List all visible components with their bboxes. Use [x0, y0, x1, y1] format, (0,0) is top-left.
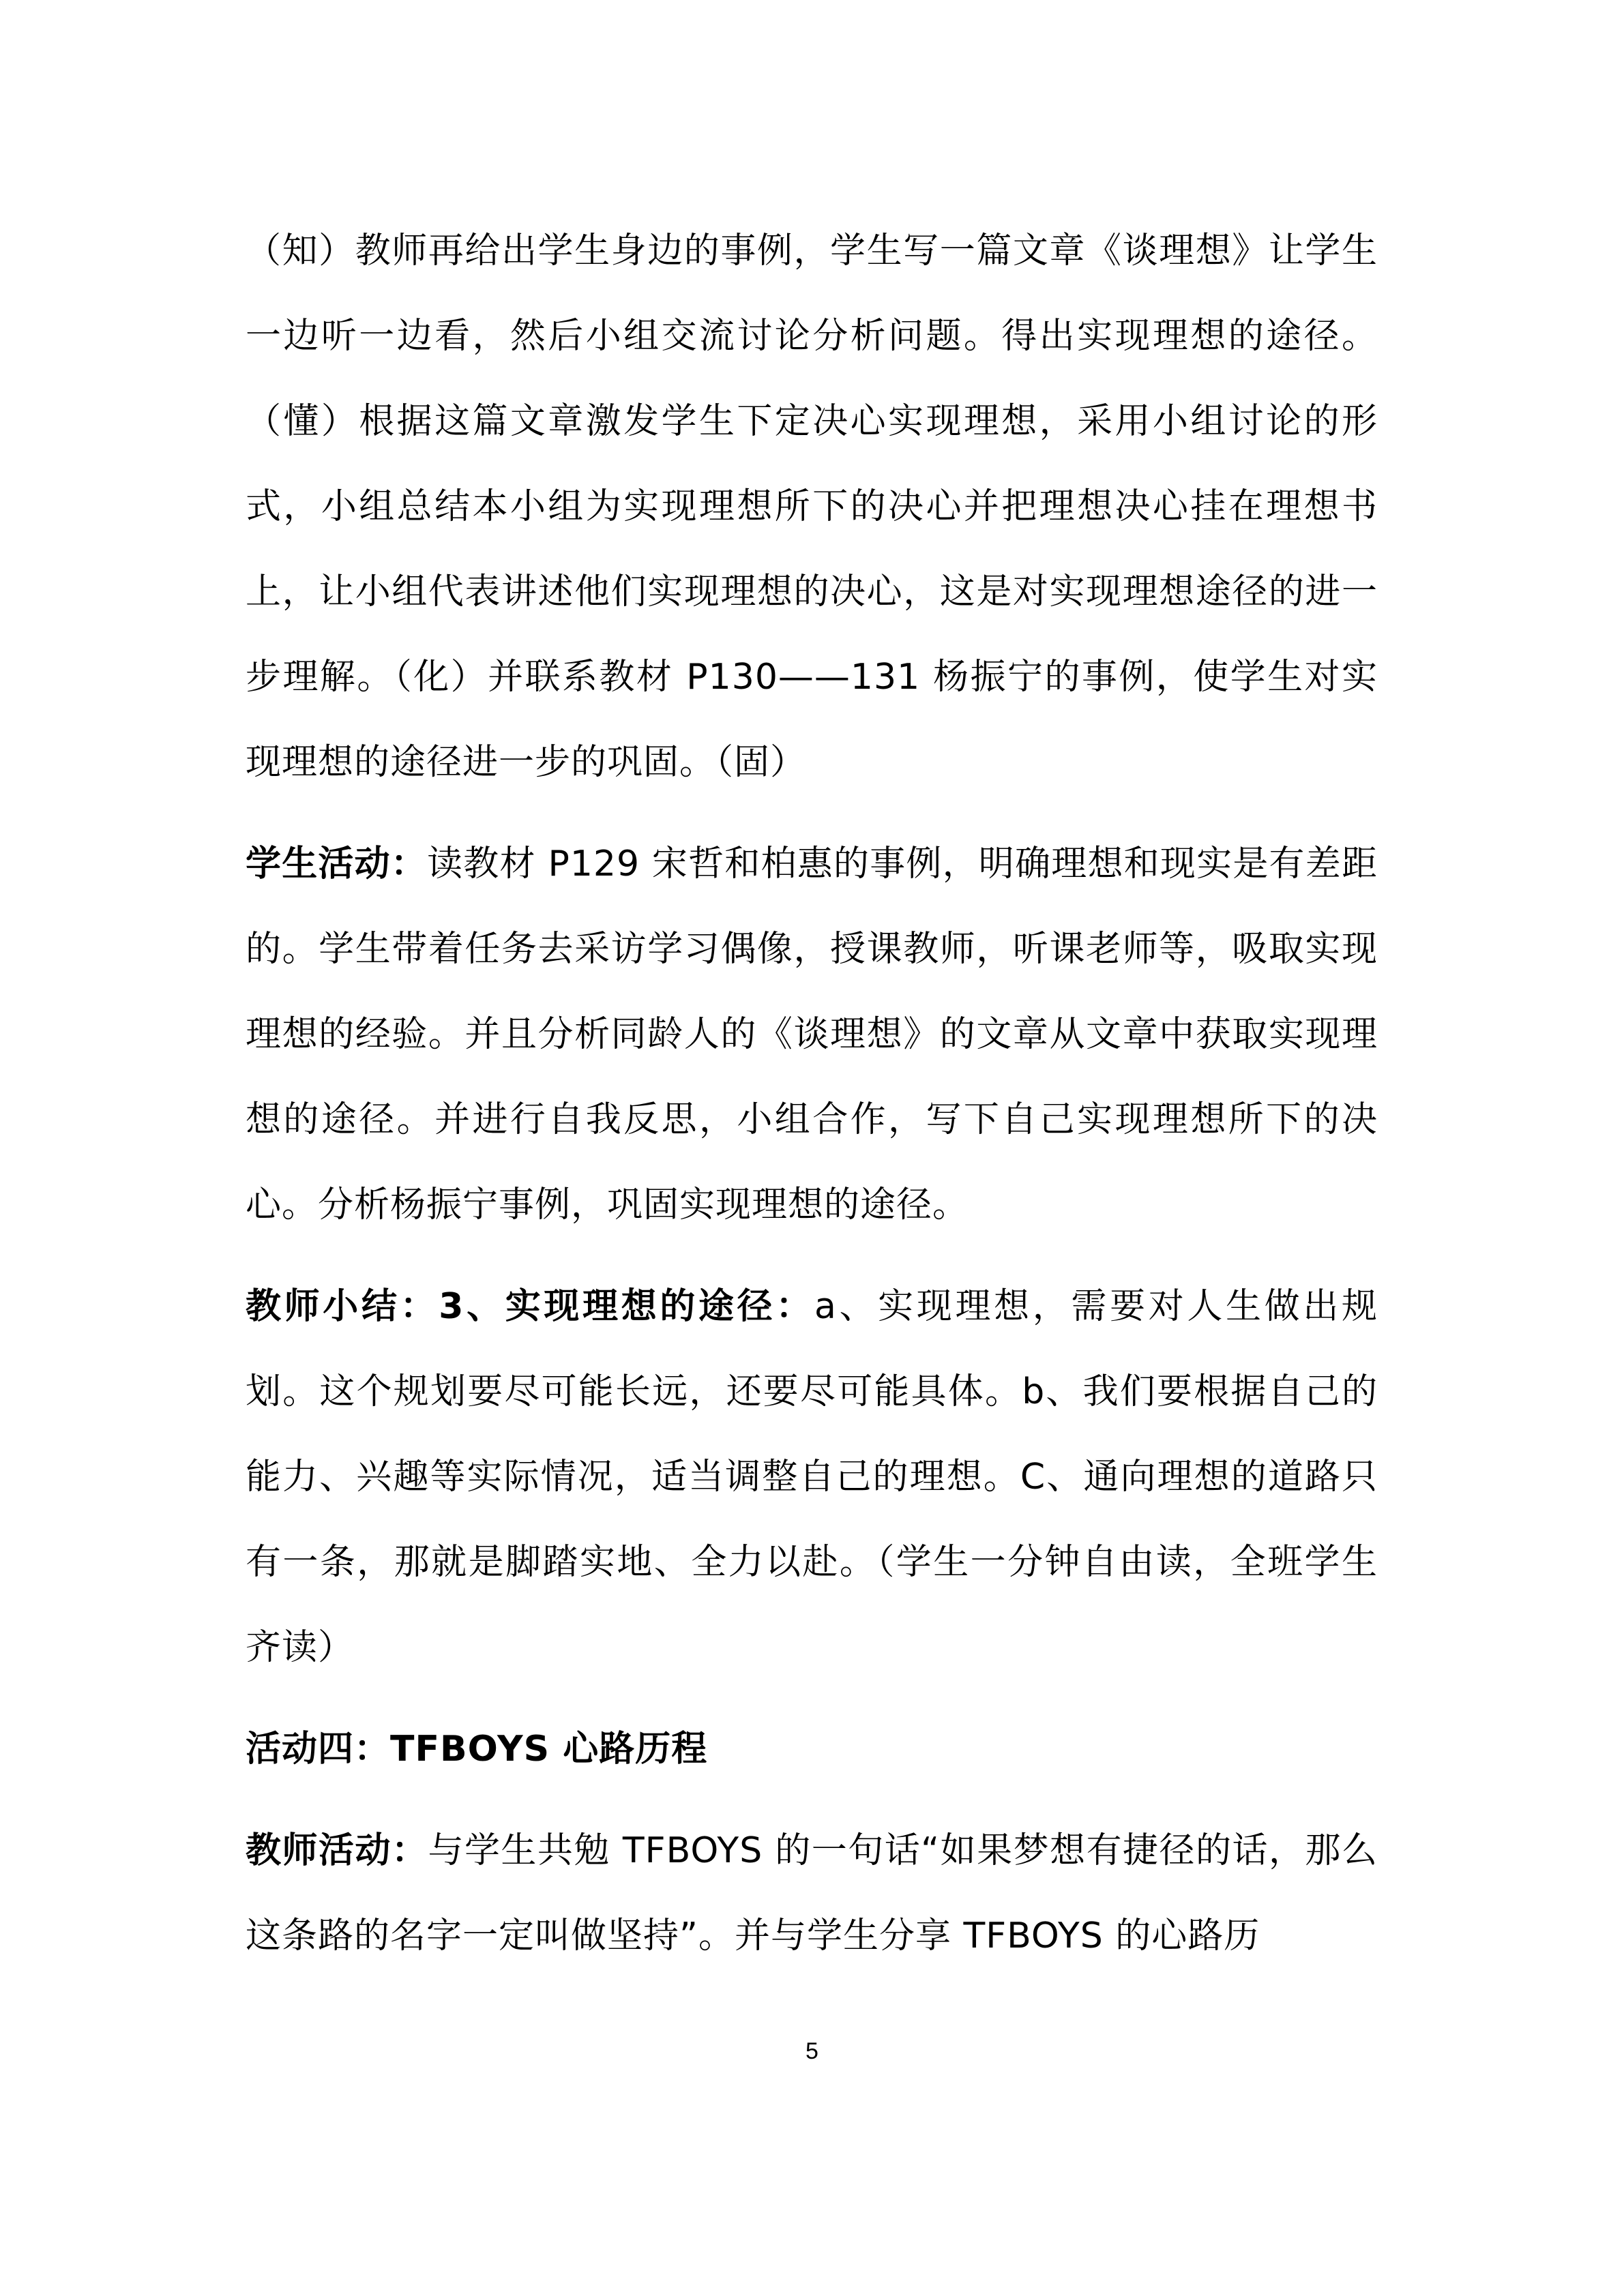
teacher-summary-text: a、实现理想，需要对人生做出规划。这个规划要尽可能长远，还要尽可能具体。b、我们要根据自己的能力、兴趣等实际情况，适当调整自己的理想。C、通向理想的道路只有一条，那就是脚踏实地、全力以赴。（学生一分钟自由读，全班学生齐读） — [246, 1286, 1378, 1668]
paragraph-intro — [246, 209, 1378, 805]
student-activity-label: 学生活动： — [246, 844, 428, 884]
student-activity-text: 读教材 P129 宋哲和柏惠的事例，明确理想和现实是有差距的。学生带着任务去采访学习偶像，授课教师，听课老师等，吸取实现理想的经验。并且分析同龄人的《谈理想》的文章从文章中获取实现理想的途径。并进行自我反思，小组合作，写下自己实现理想所下的决心。分析杨振宁事例，巩固实现理想的途径。 — [246, 844, 1378, 1225]
teacher-activity-label: 教师活动： — [246, 1830, 428, 1871]
paragraph-teacher-activity — [246, 1808, 1378, 1979]
page-content — [246, 209, 1378, 1995]
teacher-activity-text: 与学生共勉 TFBOYS 的一句话“如果梦想有捷径的话，那么这条路的名字一定叫做坚持”。并与学生分享 TFBOYS 的心路历 — [246, 1830, 1378, 1956]
activity-four-heading: 活动四：TFBOYS 心路历程 — [246, 1729, 708, 1770]
teacher-summary-label: 教师小结：3、实现理想的途径： — [246, 1286, 814, 1327]
page-number: 5 — [806, 2038, 818, 2064]
paragraph-student-activity — [246, 822, 1378, 1248]
paragraph-intro-text: （知）教师再给出学生身边的事例，学生写一篇文章《谈理想》让学生一边听一边看，然后小组交流讨论分析问题。得出实现理想的途径。（懂）根据这篇文章激发学生下定决心实现理想，采用小组讨论的形式，小组总结本小组为实现理想所下的决心并把理想决心挂在理想书上，让小组代表讲述他们实现理想的决心，这是对实现理想途径的进一步理解。（化）并联系教材 P130——131 杨振宁的事例，使学生对实现理想的途径进一步的巩固。（固） — [246, 230, 1378, 783]
paragraph-teacher-summary — [246, 1264, 1378, 1690]
